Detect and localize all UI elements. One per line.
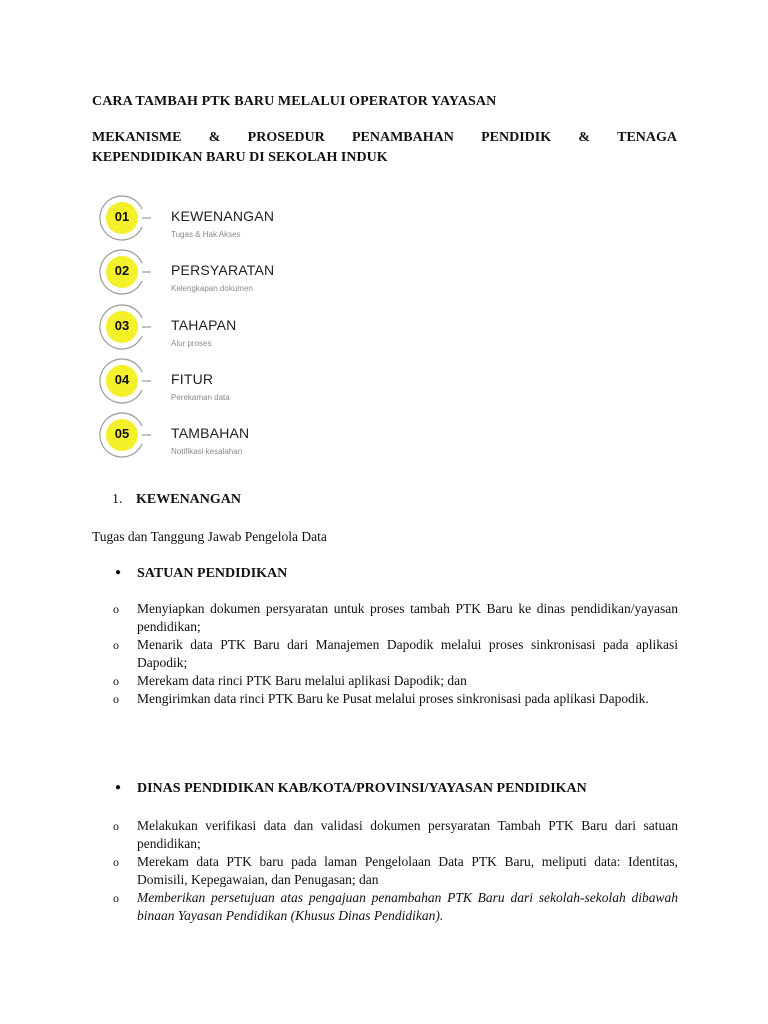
section-intro: Tugas dan Tanggung Jawab Pengelola Data [92,529,327,544]
list-item: o Menarik data PTK Baru dari Manajemen Dapodik melalui proses sinkronisasi pada aplikasi Dapodik; [113,637,678,670]
subtitle-line-1: MEKANISME & PROSEDUR PENAMBAHAN PENDIDIK & TENAGA [92,130,677,145]
circle-bullet-icon: o [113,602,119,616]
step-number: 04 [114,372,130,387]
circle-bullet-icon: o [113,855,119,869]
step-label: PERSYARATAN [171,262,275,278]
step-label: TAHAPAN [171,317,237,333]
list-item: o Memberikan persetujuan atas pengajuan penambahan PTK Baru dari sekolah-sekolah dibawah binaan Yayasan Pendidikan (Khusus Dinas Pendidikan). [113,890,678,923]
group-heading [115,781,587,797]
bullet-icon: ● [115,567,122,578]
list-item: o Melakukan verifikasi data dan validasi dokumen persyaratan Tambah PTK Baru dari satuan pendidikan; [113,818,678,851]
step-label: KEWENANGAN [171,208,275,224]
step-sublabel: Tugas & Hak Akses [171,230,241,239]
group-list [113,600,678,708]
section-title: KEWENANGAN [136,492,242,507]
section-number: 1. [112,492,123,507]
steps-infographic [95,192,355,462]
document-subtitle [92,128,677,168]
step-item [95,409,355,463]
step-item [95,355,355,409]
step-number: 02 [114,263,130,278]
group-list [113,817,678,925]
step-item [95,192,355,246]
circle-bullet-icon: o [113,638,119,652]
group-title: SATUAN PENDIDIKAN [137,566,288,581]
step-item [95,301,355,355]
list-item: o Merekam data PTK baru pada laman Pengelolaan Data PTK Baru, meliputi data: Identitas, Domisili, Kepegawaian, dan Penugasan; dan [113,854,678,887]
step-number: 05 [114,426,130,441]
circle-bullet-icon: o [113,819,119,833]
circle-bullet-icon: o [113,891,119,905]
step-number: 03 [114,318,130,333]
group-heading [115,566,287,582]
step-label: TAMBAHAN [171,425,250,441]
step-number: 01 [114,209,130,224]
circle-bullet-icon: o [113,674,119,688]
step-sublabel: Kelengkapan dokumen [171,284,253,293]
document-title: CARA TAMBAH PTK BARU MELALUI OPERATOR YAYASAN [92,94,497,109]
list-item: o Mengirimkan data rinci PTK Baru ke Pusat melalui proses sinkronisasi pada aplikasi Dapodik. [113,691,649,706]
list-item: o Merekam data rinci PTK Baru melalui aplikasi Dapodik; dan [113,673,467,688]
step-sublabel: Notifikasi kesalahan [171,447,243,456]
subtitle-line-2: KEPENDIDIKAN BARU DI SEKOLAH INDUK [92,150,388,165]
circle-bullet-icon: o [113,692,119,706]
group-title: DINAS PENDIDIKAN KAB/KOTA/PROVINSI/YAYASAN PENDIDIKAN [137,781,587,796]
section-heading [112,492,241,508]
bullet-icon: ● [115,782,122,793]
step-item [95,246,355,300]
step-sublabel: Perekaman data [171,393,230,402]
step-label: FITUR [171,371,214,387]
step-sublabel: Alur proses [171,339,212,348]
list-item: o Menyiapkan dokumen persyaratan untuk proses tambah PTK Baru ke dinas pendidikan/yayasan pendidikan; [113,601,678,634]
